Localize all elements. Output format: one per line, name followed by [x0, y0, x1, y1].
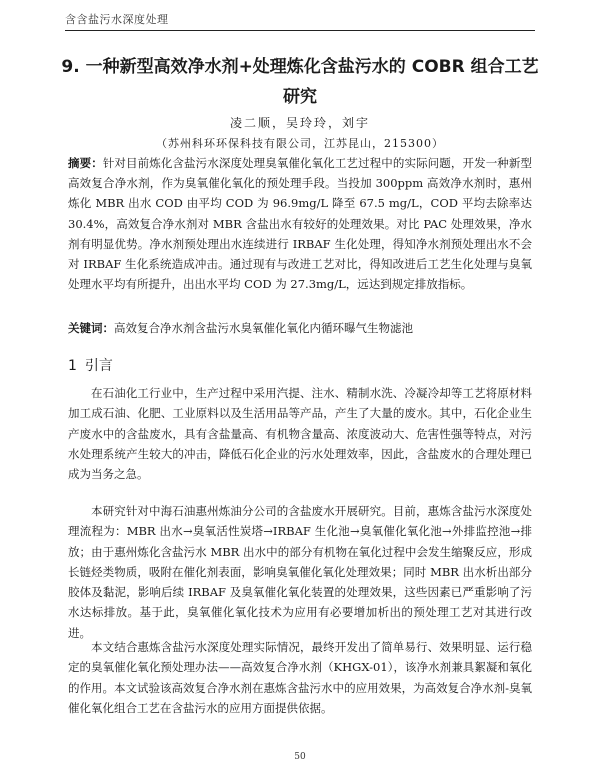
- body-paragraph: 本研究针对中海石油惠州炼油分公司的含盐废水开展研究。目前，惠炼含盐污水深度处理流程为：MBR 出水→臭氧活性炭塔→IRBAF 生化池→臭氧催化氧化池→外排监控池→排放；由于惠州炼化含盐污水 MBR 出水中的部分有机物在氧化过程中会发生缩聚反应，形成长链烃类物质，吸附在催化剂表面，影响臭氧催化氧化处理效果；同时 MBR 出水析出部分胶体及黏泥，影响后续 IRBAF 及臭氧催化氧化装置的处理效果，这些因素已严重影响了污水达标排放。基于此，臭氧催化氧化技术为应用有必要增加析出的预处理工艺对其进行改进。: [68, 504, 532, 640]
- section-title: 引言: [84, 358, 113, 374]
- keywords-label: 关键词：: [68, 321, 114, 335]
- section-number: 1: [68, 358, 77, 374]
- abstract: [68, 153, 532, 294]
- section-heading: [68, 355, 121, 375]
- body-paragraph: 在石油化工行业中，生产过程中采用汽提、注水、精制水洗、冷凝冷却等工艺将原材料加工成石油、化肥、工业原料以及生活用品等产品，产生了大量的废水。其中，石化企业生产废水中的含盐废水，具有含盐量高、有机物含量高、浓度波动大、危害性强等特点，对污水处理系统产生较大的冲击，降低石化企业的污水处理效率，因此，含盐废水的合理处理已成为当务之急。: [68, 386, 532, 482]
- body-paragraph: 本文结合惠炼含盐污水深度处理实际情况，最终开发出了简单易行、效果明显、运行稳定的臭氧催化氧化预处理办法——高效复合净水剂（KHGX-01），该净水剂兼具絮凝和氧化的作用。本文试验该高效复合净水剂在惠炼含盐污水中的应用效果，为高效复合净水剂-臭氧催化氧化组合工艺在含盐污水的应用方面提供依据。: [68, 640, 532, 715]
- affiliation: （苏州科环环保科技有限公司，江苏昆山，215300）: [156, 137, 444, 150]
- keywords: [68, 318, 532, 338]
- paper-title: 9. 一种新型高效净水剂+处理炼化含盐污水的 COBR 组合工艺研究: [61, 57, 539, 107]
- page-number: 50: [294, 752, 306, 762]
- keywords-text: 高效复合净水剂含盐污水臭氧催化氧化内循环曝气生物滤池: [114, 321, 413, 335]
- header-rule: [65, 30, 535, 31]
- abstract-text: 针对目前炼化含盐污水深度处理臭氧催化氧化工艺过程中的实际问题，开发一种新型高效复合净水剂，作为臭氧催化氧化的预处理手段。当投加 300ppm 高效净水剂时，惠州炼化 MBR 出水 COD 由平均 COD 为 96.9mg/L 降至 67.5 mg/L，COD 平均去除率达 30.4%，高效复合净水剂对 MBR 含盐出水有较好的处理效果。对比 PAC 处理效果，净水剂有明显优势。净水剂预处理出水连续进行 IRBAF 生化处理，得知净水剂预处理出水不会对 IRBAF 生化系统造成冲击。通过现有与改进工艺对比，得知改进后工艺生化处理与臭氧处理水平均有所提升，出出水平均 COD 为 27.3mg/L，远达到规定排放指标。: [68, 156, 533, 292]
- authors: 凌二顺，吴玲玲，刘宇: [229, 116, 370, 130]
- running-header: 含含盐污水深度处理: [65, 13, 169, 26]
- abstract-label: 摘要：: [68, 156, 103, 170]
